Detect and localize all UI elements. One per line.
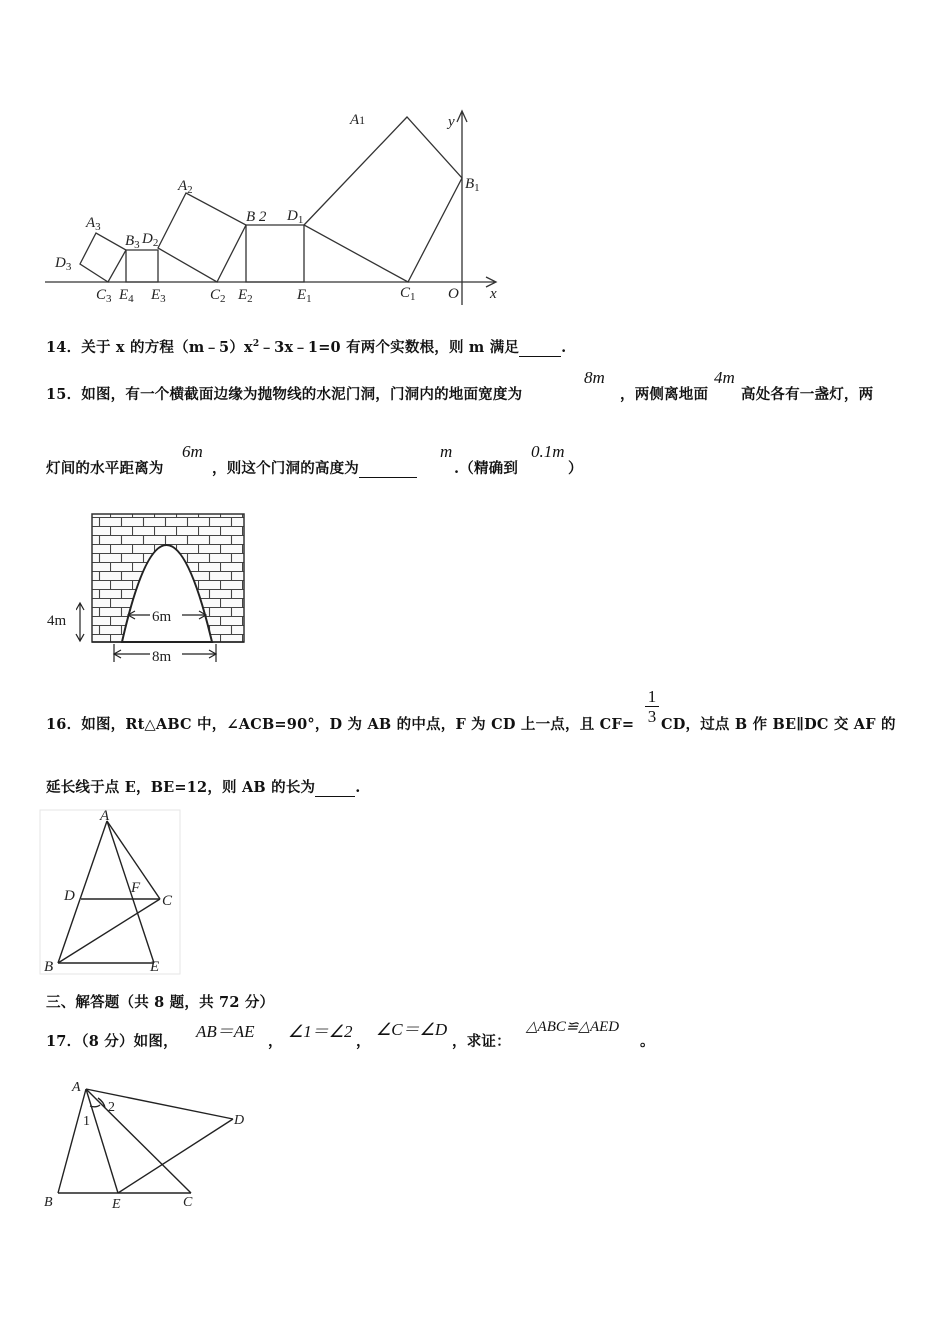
label-a2: $A_2$ [178, 178, 193, 196]
label-c2: $C_2$ [210, 287, 226, 305]
answer-blank-15[interactable] [359, 460, 417, 478]
label-b: B [44, 959, 54, 975]
triangle-abc-figure [38, 808, 183, 978]
label-c3: $C_3$ [96, 287, 112, 305]
value-8m: 8m [584, 368, 605, 387]
arch-doorway-figure [44, 508, 254, 670]
question-15-line2b: ，则这个门洞的高度为 [212, 457, 417, 478]
question-15-line1b: ，两侧离地面 [620, 386, 709, 403]
question-15-line1: 15．如图，有一个横截面边缘为抛物线的水泥门洞，门洞内的地面宽度为 [46, 386, 523, 403]
label-angle-2: 2 [108, 1100, 115, 1115]
label-y: y [448, 114, 455, 130]
question-16-line1: 16．如图，Rt△ABC 中，∠ACB=90°，D 为 AB 的中点，F 为 CD 上一点，且 CF= [46, 716, 635, 733]
section-heading-3: 三、解答题（共 8 题，共 72 分） [46, 994, 275, 1011]
question-15-line1c: 高处各有一盏灯，两 [741, 386, 874, 403]
question-17: 17．（8 分）如图， [46, 1033, 178, 1050]
label-c1: $C_1$ [400, 285, 416, 303]
question-14: 14．关于 x 的方程$(m﹣5)x^2﹣3x﹣1=0$ 有两个实数根，则 m 满足 . [46, 339, 567, 356]
label-d: D [64, 888, 75, 904]
label-angle-1: 1 [83, 1114, 90, 1129]
label-o: O [448, 286, 459, 302]
label-d2: $D_2$ [142, 231, 159, 249]
label-e4: $E_4$ [119, 287, 134, 305]
fraction-one-third: $\frac{1}{3}$ [645, 688, 659, 727]
condition-angle1-angle2: ∠1＝∠2 [288, 1022, 353, 1041]
label-e3: $E_3$ [151, 287, 166, 305]
label-e: E [150, 959, 160, 975]
label-b3: $B_3$ [125, 233, 140, 251]
label-a1: A1 [350, 112, 366, 128]
q17-sep3: ，求证： [452, 1033, 511, 1050]
proof-goal: △ABC≌△AED [526, 1019, 620, 1035]
label-e1: $E_1$ [297, 287, 312, 305]
triangles-abc-aed-figure [38, 1072, 253, 1217]
q17-end: 。 [640, 1033, 655, 1050]
square-a3b3c3d3 [80, 233, 126, 282]
label-e2: $E_2$ [238, 287, 253, 305]
value-0-1m: 0.1m [531, 442, 565, 461]
question-16-line1b: CD，过点 B 作 BE∥DC 交 AF 的 [661, 716, 896, 733]
label-a: A [100, 808, 110, 824]
label-e: E [112, 1197, 121, 1212]
square-a2b2c2d2 [158, 193, 246, 282]
value-6m: 6m [182, 442, 203, 461]
question-15-line2c: .（精确到 [454, 460, 519, 477]
label-4m: 4m [47, 613, 67, 629]
q17-sep1: ， [268, 1033, 283, 1050]
question-15-line2d: ） [568, 460, 583, 477]
value-4m: 4m [714, 368, 735, 387]
question-15-line2: 灯间的水平距离为 [46, 460, 164, 477]
square-a1b1c1d1 [304, 117, 462, 282]
label-x: x [490, 286, 497, 302]
label-b2: B 2 [246, 209, 267, 225]
question-16-line2: 延长线于点 E，BE=12，则 AB 的长为 . [46, 779, 361, 796]
rect-b3d2e3e4 [126, 250, 158, 282]
q17-sep2: ， [356, 1033, 371, 1050]
label-d3: $D_3$ [55, 255, 72, 273]
unit-m: m [440, 442, 453, 461]
label-a3: $A_3$ [86, 215, 101, 233]
label-c: C [183, 1195, 193, 1210]
rect-b2d1e1e2 [246, 225, 304, 282]
label-8m: 8m [152, 649, 172, 665]
label-d1: $D_1$ [287, 208, 304, 226]
label-b: B [44, 1195, 53, 1210]
label-c: C [162, 893, 173, 909]
label-d: D [234, 1113, 245, 1128]
answer-blank-16[interactable] [315, 779, 355, 797]
label-f: F [131, 880, 141, 896]
label-b1: $B_1$ [465, 176, 480, 194]
coordinate-squares-figure [40, 100, 510, 315]
label-6m: 6m [152, 609, 172, 625]
label-a: A [72, 1080, 81, 1095]
answer-blank-14[interactable] [519, 339, 561, 357]
condition-ab-ae: AB＝AE [196, 1022, 255, 1041]
condition-angleC-angleD: ∠C＝∠D [376, 1020, 448, 1039]
